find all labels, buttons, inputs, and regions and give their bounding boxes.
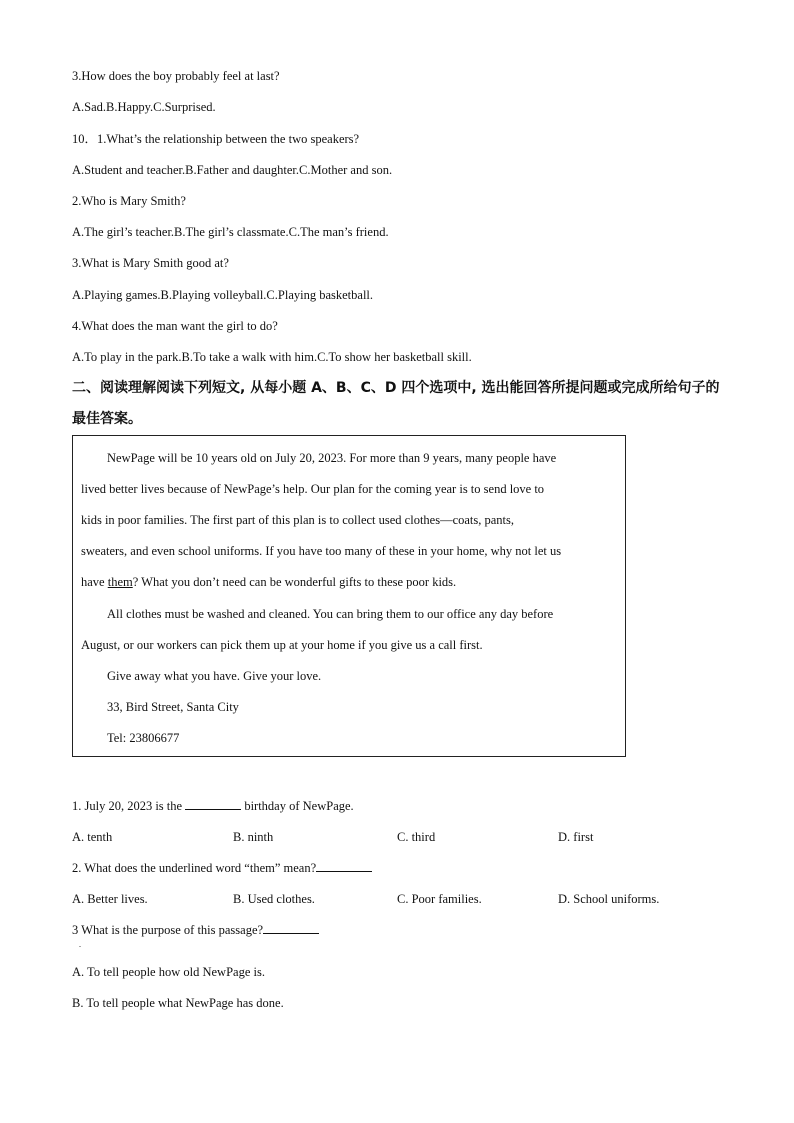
telephone: Tel: 23806677 <box>107 731 180 745</box>
passage-line: NewPage will be 10 years old on July 20, 2023. For more than 9 years, many people have <box>107 451 557 465</box>
option-a: A. tenth <box>72 830 113 844</box>
stray-dot: . <box>79 940 81 949</box>
question-text: 1. July 20, 2023 is the <box>72 799 186 813</box>
passage-line: All clothes must be washed and cleaned. You can bring them to our office any day before <box>107 607 554 621</box>
question-10-1-options: A.Student and teacher.B.Father and daughter.C.Mother and son. <box>72 163 393 177</box>
underlined-word: them <box>107 575 133 589</box>
passage-line <box>81 574 456 590</box>
option-c: C. third <box>397 830 436 844</box>
option-b: B. To tell people what NewPage has done. <box>72 996 284 1010</box>
option-b: B. Used clothes. <box>233 892 315 906</box>
passage-line: August, or our workers can pick them up at your home if you give us a call first. <box>81 638 483 652</box>
question-10-1: 10．1.What’s the relationship between the two speakers? <box>72 132 360 146</box>
passage-line: sweaters, and even school uniforms. If you have too many of these in your home, why not let us <box>81 544 562 558</box>
option-c: C. Poor families. <box>397 892 482 906</box>
answer-blank <box>263 922 319 934</box>
passage-line: Give away what you have. Give your love. <box>107 669 322 683</box>
passage-line: kids in poor families. The first part of this plan is to collect used clothes—coats, pants, <box>81 513 515 527</box>
passage-text: ? What you don’t need can be wonderful gifts to these poor kids. <box>132 575 457 589</box>
question-text: birthday of NewPage. <box>241 799 354 813</box>
address: 33, Bird Street, Santa City <box>107 700 239 714</box>
question-2 <box>72 860 372 876</box>
option-a: A. Better lives. <box>72 892 148 906</box>
answer-blank <box>185 798 241 810</box>
passage-line: lived better lives because of NewPage’s help. Our plan for the coming year is to send love to <box>81 482 545 496</box>
question-9-3: 3.How does the boy probably feel at last? <box>72 69 280 83</box>
option-d: D. first <box>558 830 594 844</box>
question-10-2: 2.Who is Mary Smith? <box>72 194 186 208</box>
question-text: 3 What is the purpose of this passage? <box>72 923 264 937</box>
option-b: B. ninth <box>233 830 274 844</box>
question-text: 2. What does the underlined word “them” mean? <box>72 861 317 875</box>
question-10-4-options: A.To play in the park.B.To take a walk with him.C.To show her basketball skill. <box>72 350 472 364</box>
passage-box <box>72 435 626 757</box>
answer-blank <box>316 860 372 872</box>
passage-text: have <box>81 575 108 589</box>
option-d: D. School uniforms. <box>558 892 660 906</box>
question-3 <box>72 922 319 938</box>
section-heading: 二、阅读理解阅读下列短文, 从每小题 A、B、C、D 四个选项中, 选出能回答所提问题或完成所给句子的最佳答案。 <box>72 380 720 427</box>
question-10-3: 3.What is Mary Smith good at? <box>72 256 229 270</box>
option-a: A. To tell people how old NewPage is. <box>72 965 265 979</box>
question-9-3-options: A.Sad.B.Happy.C.Surprised. <box>72 100 216 114</box>
question-10-2-options: A.The girl’s teacher.B.The girl’s classmate.C.The man’s friend. <box>72 225 389 239</box>
question-10-4: 4.What does the man want the girl to do? <box>72 319 278 333</box>
question-1 <box>72 798 354 814</box>
question-10-3-options: A.Playing games.B.Playing volleyball.C.Playing basketball. <box>72 288 374 302</box>
